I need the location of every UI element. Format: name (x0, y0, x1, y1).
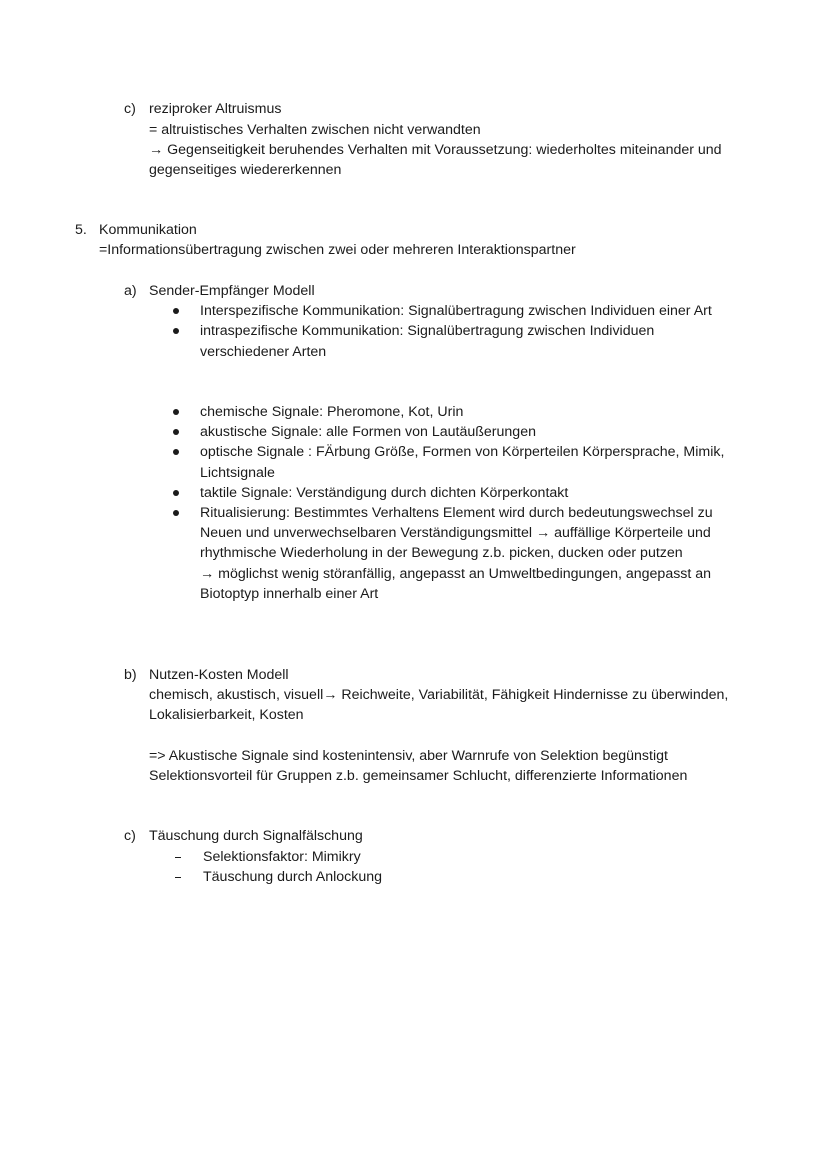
bullet-text: Lichtsignale (200, 465, 275, 481)
bullet-icon (173, 308, 179, 314)
list-marker: c) (124, 828, 136, 844)
definition-line: =Informationsübertragung zwischen zwei oder mehreren Interaktionspartner (99, 242, 576, 258)
text-line: gegenseitiges wiedererkennen (149, 162, 342, 178)
bullet-text: optische Signale : FÄrbung Größe, Formen von Körperteilen Körpersprache, Mimik, (200, 444, 725, 460)
section-title: Sender-Empfänger Modell (149, 283, 315, 299)
list-marker: a) (124, 283, 137, 299)
dash-icon (175, 857, 181, 858)
section-title: Nutzen-Kosten Modell (149, 667, 289, 683)
text-line: => Akustische Signale sind kostenintensiv, aber Warnrufe von Selektion begünstigt (149, 748, 668, 764)
bullet-text: → möglichst wenig störanfällig, angepasst an Umweltbedingungen, angepasst an (200, 566, 712, 582)
bullet-text: Neuen und unverwechselbaren Verständigungsmittel → auffällige Körperteile und (200, 525, 711, 541)
text-line: Selektionsvorteil für Gruppen z.b. gemeinsamer Schlucht, differenzierte Informationen (149, 768, 688, 784)
text-line: = altruistisches Verhalten zwischen nicht verwandten (149, 122, 481, 138)
section-title: reziproker Altruismus (149, 101, 282, 117)
bullet-text: taktile Signale: Verständigung durch dichten Körperkontakt (200, 485, 569, 501)
list-marker: b) (124, 667, 137, 683)
dash-text: Täuschung durch Anlockung (203, 869, 383, 885)
bullet-icon (173, 490, 179, 496)
section-title: Täuschung durch Signalfälschung (149, 828, 363, 844)
bullet-icon (173, 449, 179, 455)
bullet-text: Ritualisierung: Bestimmtes Verhaltens Element wird durch bedeutungswechsel zu (200, 505, 713, 521)
text-line: → Gegenseitigkeit beruhendes Verhalten mit Voraussetzung: wiederholtes miteinander und (149, 142, 722, 158)
bullet-icon (173, 328, 179, 334)
bullet-icon (173, 409, 179, 415)
bullet-text: verschiedener Arten (200, 344, 327, 360)
bullet-icon (173, 510, 179, 516)
bullet-text: Interspezifische Kommunikation: Signalübertragung zwischen Individuen einer Art (200, 303, 712, 319)
bullet-text: intraspezifische Kommunikation: Signalübertragung zwischen Individuen (200, 323, 655, 339)
section-title: Kommunikation (99, 222, 197, 238)
text-line: Lokalisierbarkeit, Kosten (149, 707, 304, 723)
list-marker: c) (124, 101, 136, 117)
bullet-text: chemische Signale: Pheromone, Kot, Urin (200, 404, 464, 420)
bullet-icon (173, 429, 179, 435)
dash-icon (175, 877, 181, 878)
list-marker: 5. (75, 222, 87, 238)
bullet-text: Biotoptyp innerhalb einer Art (200, 586, 379, 602)
text-line: chemisch, akustisch, visuell→ Reichweite, Variabilität, Fähigkeit Hindernisse zu überwinden, (149, 687, 729, 703)
bullet-text: akustische Signale: alle Formen von Lautäußerungen (200, 424, 536, 440)
dash-text: Selektionsfaktor: Mimikry (203, 849, 361, 865)
bullet-text: rhythmische Wiederholung in der Bewegung z.b. picken, ducken oder putzen (200, 545, 683, 561)
